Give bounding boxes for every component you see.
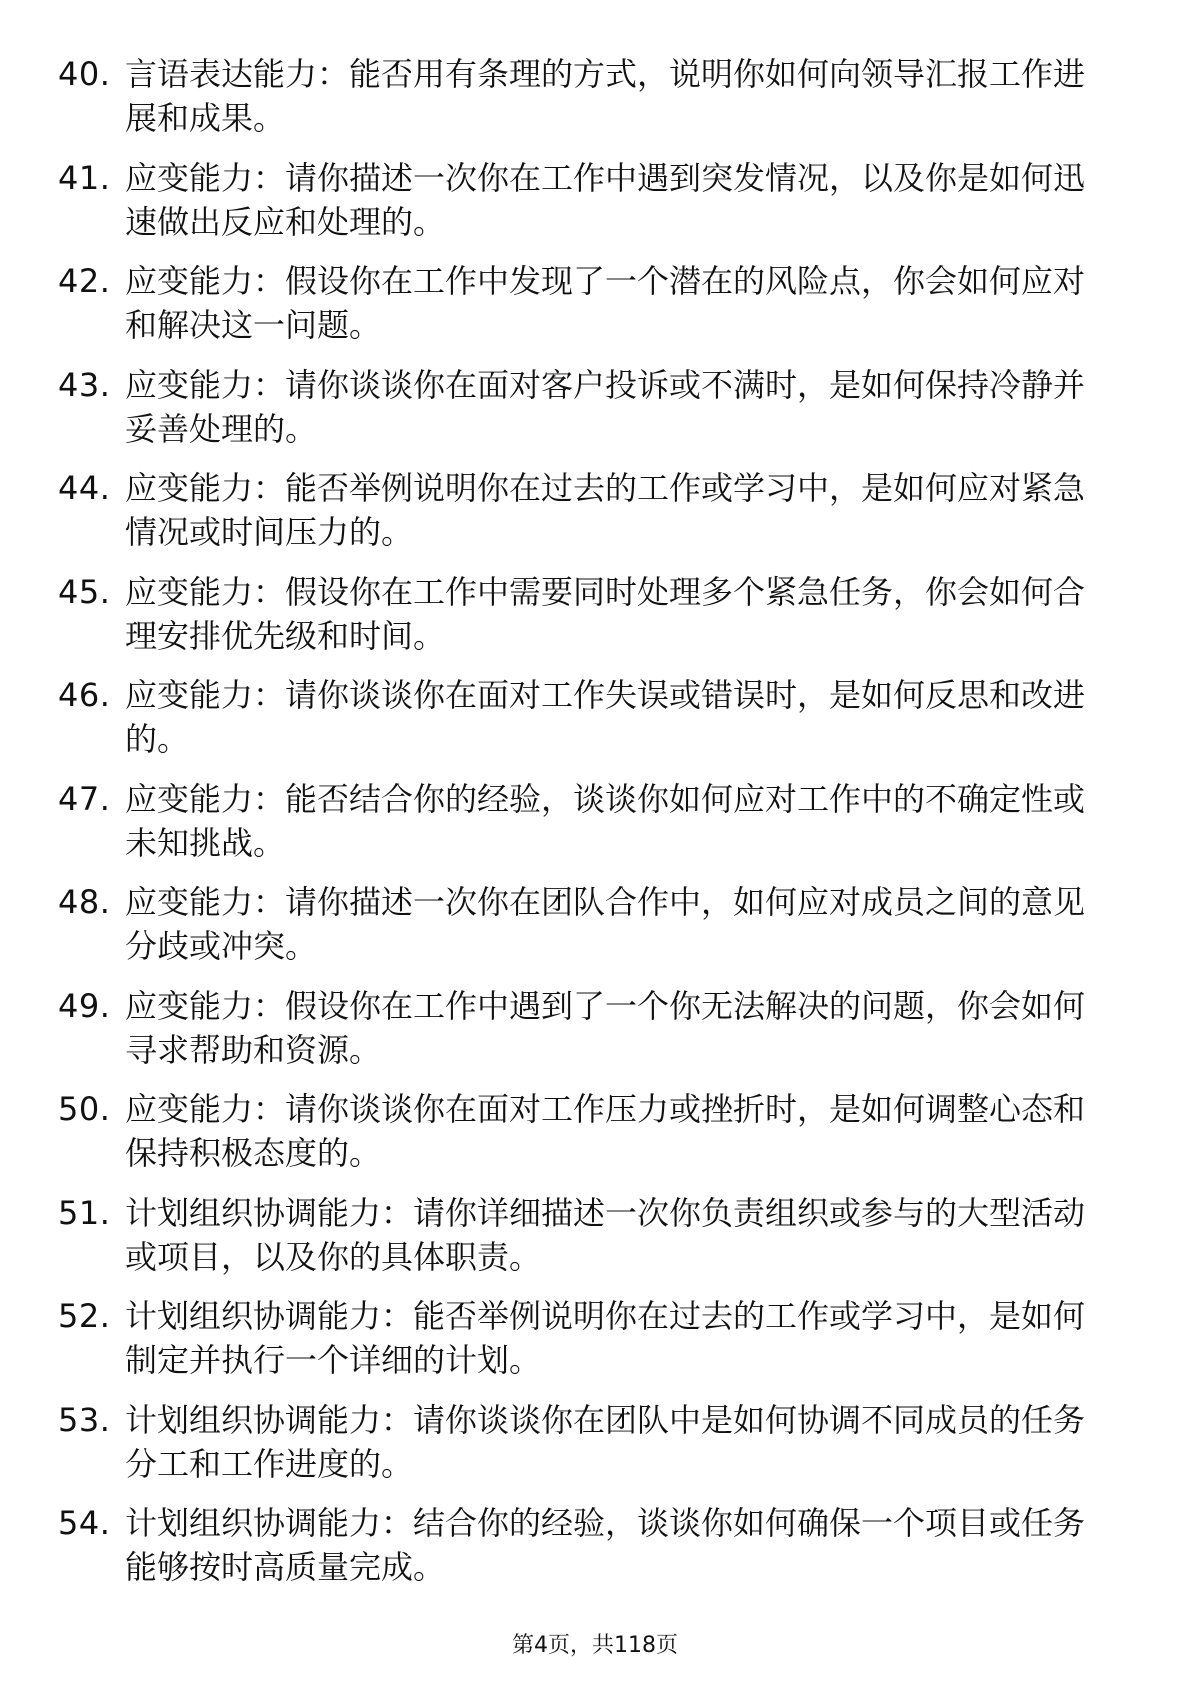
list-item <box>58 1501 1108 1589</box>
list-item <box>58 984 1108 1072</box>
page-footer <box>0 1631 1190 1661</box>
item-number: 51. <box>58 1193 111 1232</box>
page-number-label: 第4页，共118页 <box>512 1633 678 1658</box>
list-item <box>58 363 1108 451</box>
item-number: 48. <box>58 883 111 921</box>
item-number: 49. <box>58 986 111 1025</box>
question-list <box>58 52 1108 1605</box>
item-number: 50. <box>58 1090 111 1128</box>
list-item <box>58 1087 1108 1175</box>
list-item <box>58 52 1108 140</box>
item-text: 计划组织协调能力：请你详细描述一次你负责组织或参与的大型活动或项目，以及你的具体职责。 <box>125 1193 1086 1276</box>
item-text: 应变能力：假设你在工作中发现了一个潜在的风险点，你会如何应对和解决这一问题。 <box>125 262 1086 344</box>
item-text: 应变能力：请你谈谈你在面对客户投诉或不满时，是如何保持冷静并妥善处理的。 <box>125 365 1086 448</box>
item-number: 45. <box>58 572 111 611</box>
list-item <box>58 570 1108 658</box>
list-item <box>58 466 1108 554</box>
item-text: 计划组织协调能力：结合你的经验，谈谈你如何确保一个项目或任务能够按时高质量完成。 <box>125 1504 1086 1586</box>
list-item <box>58 673 1108 761</box>
list-item <box>58 1191 1108 1279</box>
item-text: 计划组织协调能力：能否举例说明你在过去的工作或学习中，是如何制定并执行一个详细的计划。 <box>125 1297 1086 1379</box>
item-text: 应变能力：请你描述一次你在团队合作中，如何应对成员之间的意见分歧或冲突。 <box>125 883 1086 965</box>
item-number: 47. <box>58 779 111 818</box>
list-item <box>58 777 1108 865</box>
list-item <box>58 259 1108 347</box>
item-text: 应变能力：能否举例说明你在过去的工作或学习中，是如何应对紧急情况或时间压力的。 <box>125 469 1086 551</box>
item-number: 40. <box>58 55 111 93</box>
item-text: 应变能力：能否结合你的经验，谈谈你如何应对工作中的不确定性或未知挑战。 <box>125 779 1086 862</box>
list-item <box>58 880 1108 968</box>
item-number: 54. <box>58 1504 111 1542</box>
item-number: 43. <box>58 365 111 404</box>
item-text: 应变能力：请你描述一次你在工作中遇到突发情况，以及你是如何迅速做出反应和处理的。 <box>125 158 1086 241</box>
item-number: 46. <box>58 676 111 714</box>
item-text: 计划组织协调能力：请你谈谈你在团队中是如何协调不同成员的任务分工和工作进度的。 <box>125 1400 1086 1483</box>
item-text: 言语表达能力：能否用有条理的方式，说明你如何向领导汇报工作进展和成果。 <box>125 55 1086 137</box>
item-number: 52. <box>58 1297 111 1335</box>
item-text: 应变能力：假设你在工作中遇到了一个你无法解决的问题，你会如何寻求帮助和资源。 <box>125 986 1086 1069</box>
item-text: 应变能力：请你谈谈你在面对工作失误或错误时，是如何反思和改进的。 <box>125 676 1086 758</box>
item-number: 53. <box>58 1400 111 1439</box>
item-text: 应变能力：假设你在工作中需要同时处理多个紧急任务，你会如何合理安排优先级和时间。 <box>125 572 1086 655</box>
item-number: 44. <box>58 469 111 507</box>
list-item <box>58 1294 1108 1382</box>
item-text: 应变能力：请你谈谈你在面对工作压力或挫折时，是如何调整心态和保持积极态度的。 <box>125 1090 1086 1172</box>
item-number: 41. <box>58 158 111 197</box>
list-item <box>58 156 1108 244</box>
list-item <box>58 1398 1108 1486</box>
item-number: 42. <box>58 262 111 300</box>
